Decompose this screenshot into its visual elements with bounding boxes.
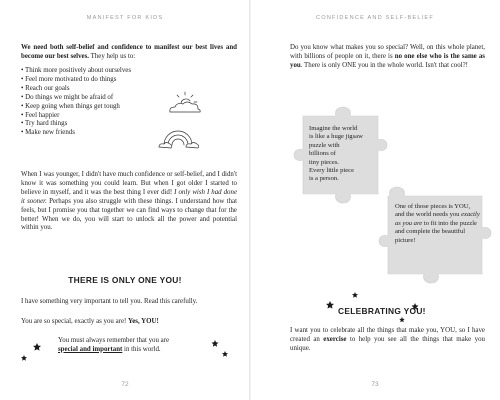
puzzle-2-pre: One of those pieces is YOU, and the world needs you (395, 203, 471, 219)
list-item: • Feel more motivated to do things (21, 76, 131, 85)
puzzle-line: Every little piece (309, 167, 355, 175)
list-item: • Try hard things (21, 120, 131, 129)
p1-text-a: Do you know what makes you so special? Well, on this whole planet, with billions of people on it, there is (290, 44, 485, 60)
closing-text-b: to help you see all the things that make you unique. (290, 335, 486, 352)
remember-text-2: in this world. (122, 345, 161, 353)
important-paragraph: I have something very important to tell you. Read this carefully. (21, 298, 198, 305)
p1-bold: no one else who is the same as you (290, 52, 485, 69)
p1-text-c: . There is only ONE you in the whole world. Isn't that cool?! (300, 61, 468, 69)
list-item: • Do things we might be afraid of (21, 94, 131, 103)
remember-text-1: You must always remember that you are (58, 337, 170, 344)
story-text-1: When I was younger, I didn't have much confidence or self-belief, and I didn't know it was something you could learn. But when I got older I started to believe in myself, and it was the best thing I ever did! (21, 171, 237, 196)
star-icon (399, 317, 404, 322)
list-item: • Feel happier (21, 112, 131, 121)
remember-highlight: special and important (58, 345, 123, 353)
puzzle-line: is like a huge jigsaw (309, 133, 363, 141)
special-bold: Yes, YOU! (128, 318, 159, 325)
star-icon (352, 292, 358, 298)
list-item: • Reach our goals (21, 85, 131, 94)
intro-tail: They help us to: (89, 52, 136, 60)
closing-paragraph (290, 327, 485, 354)
star-icon (21, 355, 27, 361)
list-item: • Think more positively about ourselves (21, 67, 131, 76)
puzzle-line: billions of (309, 150, 336, 158)
star-icon (212, 340, 219, 347)
closing-bold: exercise (323, 335, 347, 343)
running-head-right: CONFIDENCE AND SELF-BELIEF (316, 15, 434, 21)
special-paragraph (21, 318, 237, 327)
heading-only-one-you: THERE IS ONLY ONE YOU! (68, 275, 182, 285)
puzzle-text-2 (395, 203, 481, 245)
story-paragraph (21, 171, 237, 233)
list-item: • Make new friends (21, 129, 131, 138)
special-text: You are so special, exactly as you are! (21, 318, 129, 325)
star-icon (222, 351, 228, 357)
running-head-left: MANIFEST FOR KIDS (86, 15, 164, 21)
puzzle-2-post: to fit into the puzzle and complete the beautiful picture! (395, 219, 477, 244)
intro-bold: We need both self-belief and confidence to manifest our best lives and become our best selves. (21, 44, 237, 60)
sun-cloud-icon (170, 92, 200, 112)
folio-right: 73 (371, 381, 379, 388)
puzzle-line: tiny pieces. (309, 158, 340, 166)
puzzle-line: is a person. (309, 175, 339, 183)
star-icon (33, 343, 41, 351)
list-item: • Keep going when things get tough (21, 103, 131, 112)
puzzle-2-italic: exactly as you are (395, 211, 480, 227)
right-page (250, 0, 500, 400)
closing-text-a: I want you to celebrate all the things that make you, YOU, so I have created an (290, 327, 485, 343)
remember-paragraph (58, 337, 208, 355)
story-text-2: Perhaps you also struggle with these things. I understand how that feels, but I promise you that together we can find ways to change that for the better! When we do, you will start to unlock all the power and potential within you. (21, 197, 237, 232)
heading-celebrating-you: CELEBRATING YOU! (338, 306, 426, 316)
puzzle-line: Imagine the world (309, 125, 358, 132)
rainbow-icon (159, 131, 199, 148)
folio-left: 72 (121, 381, 129, 388)
puzzle-line: puzzle with (309, 141, 340, 149)
puzzle-text-1 (309, 125, 377, 184)
story-italic: I only wish I had done it sooner. (21, 188, 237, 205)
star-icon (326, 301, 334, 309)
